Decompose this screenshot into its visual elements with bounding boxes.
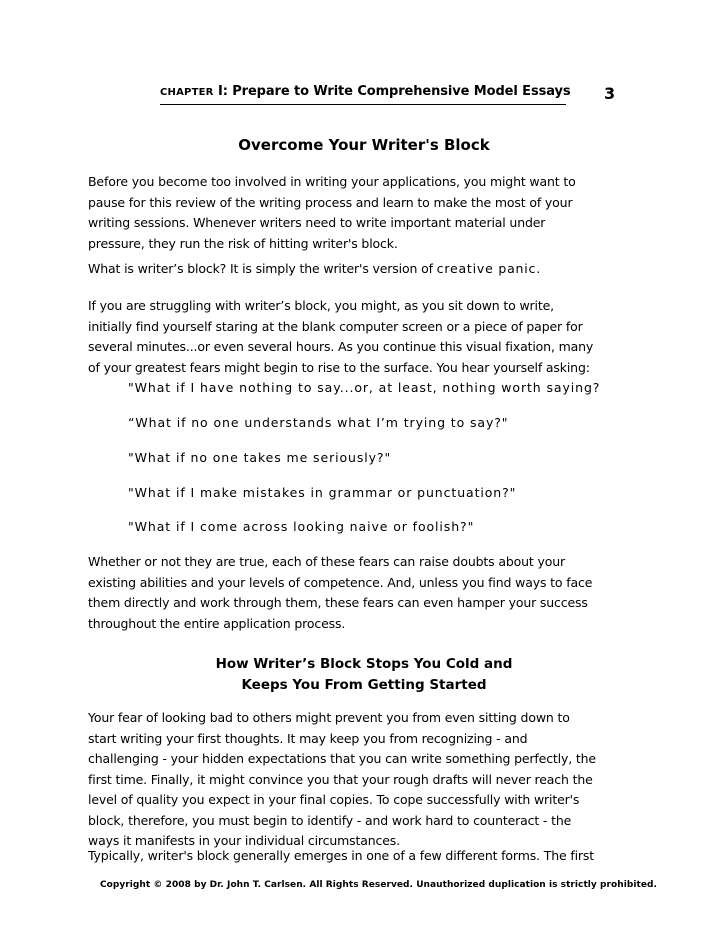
text-line: first time. Finally, it might convince you that your rough drafts will never reach the (88, 771, 593, 787)
text-line: ways it manifests in your individual circumstances. (88, 833, 400, 848)
text-line: If you are struggling with writer’s block, you might, as you sit down to write, (88, 298, 554, 313)
text-line: several minutes...or even several hours. As you continue this visual fixation, many (88, 339, 594, 354)
subheading-line: How Writer’s Block Stops You Cold and (215, 656, 513, 672)
paragraph-forms: Typically, writer's block generally emerges in one of a few different forms. The first (88, 848, 595, 863)
quote-5: "What if I come across looking naive or foolish?" (128, 519, 475, 534)
text-line: initially find yourself staring at the blank computer screen or a piece of paper for (88, 318, 583, 334)
text-line: Your fear of looking bad to others might prevent you from even sitting down to (88, 710, 570, 725)
quote-2: “What if no one understands what I’m trying to say?" (128, 415, 509, 430)
quote-4: "What if I make mistakes in grammar or punctuation?" (128, 485, 517, 500)
header-underline (160, 104, 566, 105)
text-line: of your greatest fears might begin to rise to the surface. You hear yourself asking: (88, 359, 590, 375)
paragraph-intro (88, 172, 628, 254)
text-line: Whether or not they are true, each of these fears can raise doubts about your (88, 554, 565, 569)
paragraph-fear (88, 708, 628, 852)
paragraph-struggle (88, 296, 628, 378)
text-line: throughout the entire application process. (88, 615, 346, 631)
text-line: start writing your first thoughts. It may keep you from recognizing - and (88, 730, 528, 746)
text-line: pause for this review of the writing process and learn to make the most of your (88, 194, 573, 210)
text-line: challenging - your hidden expectations that you can write something perfectly, the (88, 751, 596, 766)
text-line: Before you become too involved in writing your applications, you might want to (88, 174, 576, 189)
page-title: Overcome Your Writer's Block (238, 136, 490, 154)
paragraph-definition (88, 259, 628, 280)
page-number: 3 (604, 84, 616, 103)
definition-emphasis: creative panic. (436, 261, 541, 276)
chapter-label: CHAPTER (160, 87, 214, 98)
text-line: block, therefore, you must begin to identify - and work hard to counteract - the (88, 812, 572, 828)
quote-3: "What if no one takes me seriously?" (128, 450, 392, 465)
paragraph-doubts (88, 552, 628, 634)
running-header (160, 84, 571, 99)
text-line: existing abilities and your levels of competence. And, unless you find ways to face (88, 574, 593, 590)
section-subheading (0, 654, 728, 696)
text-line: pressure, they run the risk of hitting writer's block. (88, 235, 398, 251)
chapter-title: I: Prepare to Write Comprehensive Model Essays (213, 84, 571, 99)
quote-1: "What if I have nothing to say...or, at least, nothing worth saying? (128, 380, 601, 395)
text-line: them directly and work through them, these fears can even hamper your success (88, 595, 588, 610)
subheading-line: Keeps You From Getting Started (241, 677, 487, 693)
definition-lead: What is writer’s block? It is simply the writer's version of (88, 261, 437, 276)
text-line: level of quality you expect in your final copies. To cope successfully with writer's (88, 792, 580, 807)
copyright-footer: Copyright © 2008 by Dr. John T. Carlsen. All Rights Reserved. Unauthorized duplication is strictly prohibited. (100, 880, 657, 890)
text-line: writing sessions. Whenever writers need to write important material under (88, 215, 546, 230)
